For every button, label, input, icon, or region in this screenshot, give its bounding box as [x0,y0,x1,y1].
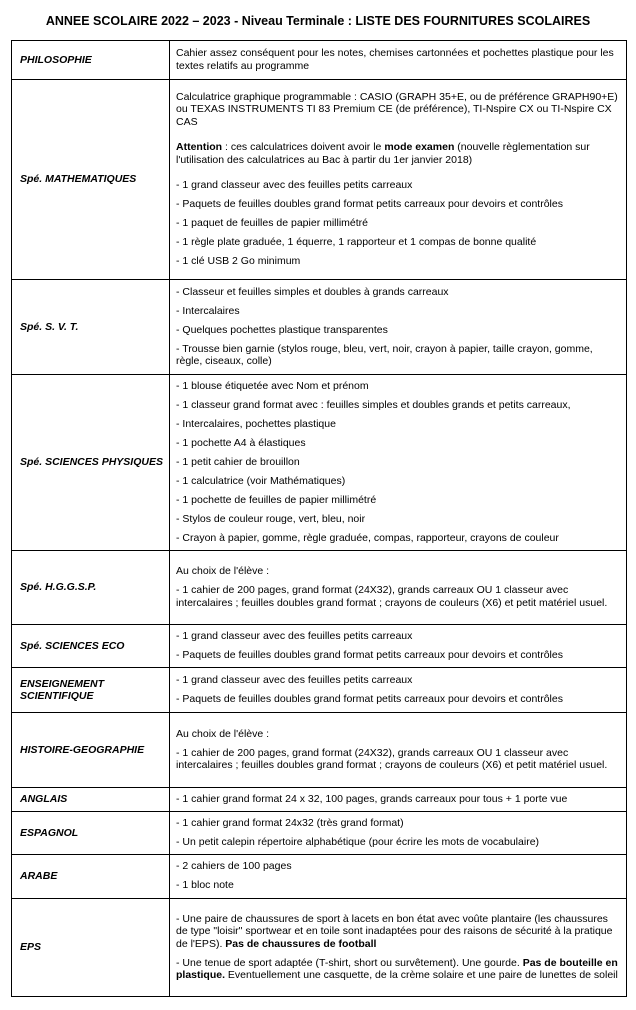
list-item: - 1 petit cahier de brouillon [176,455,300,468]
list-item: - 1 règle plate graduée, 1 équerre, 1 rapporteur et 1 compas de bonne qualité [176,236,537,248]
table-row [12,375,627,551]
list-item: - 1 clé USB 2 Go minimum [176,255,301,267]
page-title: ANNEE SCOLAIRE 2022 – 2023 - Niveau Terminale : LISTE DES FOURNITURES SCOLAIRES [45,14,591,28]
subject-cell: Spé. S. V. T. [12,280,170,375]
list-item: - 1 grand classeur avec des feuilles petits carreaux [176,179,413,191]
list-item: - Intercalaires [176,304,240,317]
list-item: Au choix de l'élève : [176,727,270,740]
list-item: - Classeur et feuilles simples et doubles à grands carreaux [176,285,449,298]
subject-cell: HISTOIRE-GEOGRAPHIE [12,713,170,788]
items-cell [170,713,627,788]
attention-text: (nouvelle règlementation sur l'utilisation des calculatrices au Bac à partir du 1er janvier 2018) [176,141,590,166]
items-cell [170,375,627,551]
list-item: - 1 cahier de 200 pages, grand format (24X32), grands carreaux OU 1 classeur avec intercalaires ; feuilles doubles grand format ; crayons de couleurs (X6) et petit matériel usuel. [176,746,608,771]
item-bold-text: Pas de bouteille en plastique. [176,956,618,981]
items-cell [170,899,627,997]
table-row [12,788,627,812]
attention-bold: mode examen [384,141,455,153]
attention-label: Attention [176,141,223,153]
list-item: - 1 cahier grand format 24 x 32, 100 pages, grands carreaux pour tous + 1 porte vue [176,792,568,805]
table-row [12,41,627,80]
list-item [176,957,620,982]
items-cell [170,625,627,668]
list-item: - Trousse bien garnie (stylos rouge, bleu, vert, noir, crayon à papier, taille crayon, gomme, règle, ciseaux, colle) [176,342,593,367]
items-cell [170,668,627,713]
table-row [12,855,627,899]
supplies-table [11,40,627,997]
subject-cell: ESPAGNOL [12,812,170,855]
list-item [176,913,620,951]
items-cell [170,41,627,80]
attention-note [176,141,620,166]
list-item: Calculatrice graphique programmable : CASIO (GRAPH 35+E, ou de préférence GRAPH90+E) ou TEXAS INSTRUMENTS TI 83 Premium CE (de préférence), TI-Nspire CX ou TI-Nspire CX CAS [176,90,618,128]
item-text: - Une tenue de sport adaptée (T-shirt, short ou survêtement). Une gourde. [176,956,523,969]
items-cell [170,788,627,812]
subject-cell: PHILOSOPHIE [12,41,170,80]
list-item: - Stylos de couleur rouge, vert, bleu, noir [176,512,366,525]
table-row [12,280,627,375]
list-item: - 1 calculatrice (voir Mathématiques) [176,474,346,487]
item-text: - Une paire de chaussures de sport à lacets en bon état avec voûte plantaire (les chaussures de type "loisir" sportwear et en toile sont inadaptées pour des raisons de sécurité à la pratique de l'EPS). [176,912,613,950]
list-item: - Un petit calepin répertoire alphabétique (pour écrire les mots de vocabulaire) [176,835,540,848]
list-item: - 1 cahier grand format 24x32 (très grand format) [176,816,404,829]
items-cell [170,280,627,375]
table-row [12,551,627,625]
list-item: - Quelques pochettes plastique transparentes [176,323,388,336]
list-item: - Paquets de feuilles doubles grand format petits carreaux pour devoirs et contrôles [176,648,563,661]
items-cell [170,80,627,280]
subject-cell: Spé. SCIENCES ECO [12,625,170,668]
list-item: - 1 pochette A4 à élastiques [176,436,306,449]
list-item: - Paquets de feuilles doubles grand format petits carreaux pour devoirs et contrôles [176,198,563,210]
items-cell [170,812,627,855]
table-row [12,80,627,280]
list-item: - 1 grand classeur avec des feuilles petits carreaux [176,629,413,642]
list-item: - Paquets de feuilles doubles grand format petits carreaux pour devoirs et contrôles [176,692,563,705]
list-item: - 1 bloc note [176,879,234,892]
attention-text: : ces calculatrices doivent avoir le [222,141,385,153]
list-item: - 1 grand classeur avec des feuilles petits carreaux [176,673,413,686]
list-item: - Crayon à papier, gomme, règle graduée, compas, rapporteur, crayons de couleur [176,531,559,544]
subject-cell: Spé. SCIENCES PHYSIQUES [12,375,170,551]
list-item: - 1 cahier de 200 pages, grand format (24X32), grands carreaux OU 1 classeur avec intercalaires ; feuilles doubles grand format ; crayons de couleurs (X6) et petit matériel usuel. [176,584,608,609]
items-cell [170,855,627,899]
item-bold-text: Pas de chaussures de football [225,937,377,950]
subject-cell: EPS [12,899,170,997]
subject-cell: Spé. H.G.G.S.P. [12,551,170,625]
list-item: - 1 classeur grand format avec : feuilles simples et doubles grands et petits carreaux, [176,398,571,411]
list-item: - Intercalaires, pochettes plastique [176,417,336,430]
list-item: Au choix de l'élève : [176,565,270,577]
list-item: - 2 cahiers de 100 pages [176,860,292,873]
table-row [12,668,627,713]
subject-cell: ENSEIGNEMENT SCIENTIFIQUE [12,668,170,713]
subject-cell: ANGLAIS [12,788,170,812]
table-row [12,812,627,855]
list-item: - 1 blouse étiquetée avec Nom et prénom [176,379,369,392]
list-item: - 1 pochette de feuilles de papier millimétré [176,493,377,506]
items-cell [170,551,627,625]
table-row [12,625,627,668]
list-item: - 1 paquet de feuilles de papier millimétré [176,217,369,229]
subject-cell: ARABE [12,855,170,899]
list-item: Cahier assez conséquent pour les notes, chemises cartonnées et pochettes plastique pour les textes relatifs au programme [176,47,614,72]
subject-cell: Spé. MATHEMATIQUES [12,80,170,280]
table-row [12,713,627,788]
item-text: Eventuellement une casquette, de la crème solaire et une paire de lunettes de soleil [225,969,618,981]
table-row [12,899,627,997]
